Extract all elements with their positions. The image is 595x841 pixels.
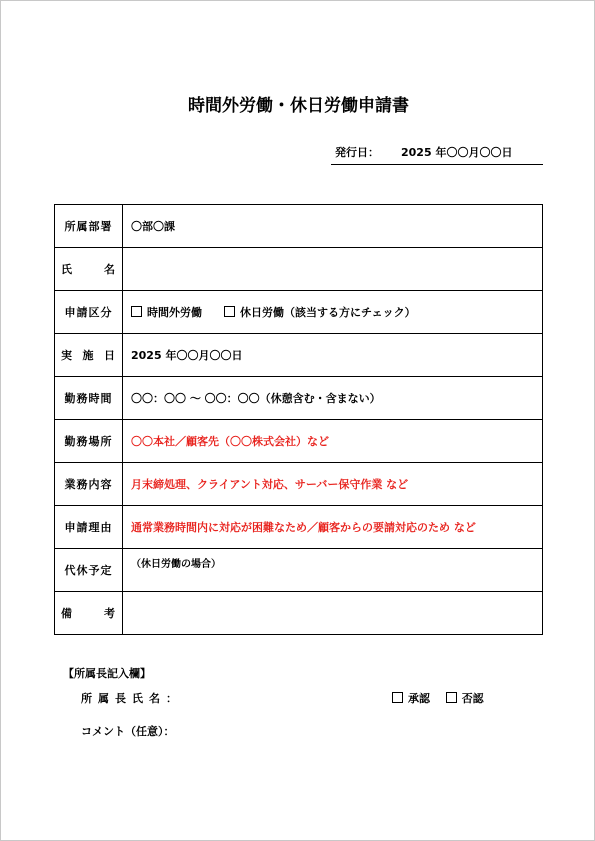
- supervisor-name-row[interactable]: [81, 690, 177, 706]
- category-field: [123, 291, 543, 334]
- overtime-option-label: 時間外労働: [147, 306, 202, 319]
- name-label-char-2: 名: [104, 263, 116, 276]
- work-field[interactable]: 月末締処理、クライアント対応、サーバー保守作業 など: [123, 463, 543, 506]
- remarks-field[interactable]: [123, 592, 543, 635]
- remarks-label-char-2: 考: [104, 607, 116, 620]
- row-name: [55, 248, 543, 291]
- row-date: [55, 334, 543, 377]
- date-label-char-3: 日: [104, 349, 116, 362]
- issue-date-row: [331, 142, 543, 165]
- date-label-char-2: 施: [82, 349, 95, 362]
- document-title: 時間外労働・休日労働申請書: [188, 96, 409, 116]
- department-field[interactable]: 〇部〇課: [123, 205, 543, 248]
- reason-label: 申請理由: [55, 506, 123, 549]
- name-label: [55, 248, 123, 291]
- hours-label: 勤務時間: [55, 377, 123, 420]
- name-label-char-1: 氏: [61, 263, 73, 276]
- row-remarks: [55, 592, 543, 635]
- location-field[interactable]: 〇〇本社／顧客先（〇〇株式会社）など: [123, 420, 543, 463]
- date-label: [55, 334, 123, 377]
- row-department: [55, 205, 543, 248]
- hours-field[interactable]: 〇〇：〇〇 ～ 〇〇：〇〇（休憩含む・含まない）: [123, 377, 543, 420]
- substitute-label: 代休予定: [55, 549, 123, 592]
- location-label: 勤務場所: [55, 420, 123, 463]
- substitute-note: （休日労働の場合）: [131, 558, 221, 570]
- remarks-label: [55, 592, 123, 635]
- issue-date-value[interactable]: 2025 年〇〇月〇〇日: [401, 146, 513, 159]
- supervisor-section-title: 【所属長記入欄】: [63, 667, 151, 680]
- application-table: [54, 204, 543, 635]
- row-location: [55, 420, 543, 463]
- approve-label: 承認: [408, 692, 430, 705]
- approval-options: [392, 690, 484, 706]
- reject-label: 否認: [461, 692, 484, 705]
- name-field[interactable]: [123, 248, 543, 291]
- row-substitute: [55, 549, 543, 592]
- row-work: [55, 463, 543, 506]
- department-label: 所属部署: [55, 205, 123, 248]
- approve-checkbox[interactable]: [392, 692, 403, 703]
- substitute-field[interactable]: [123, 549, 543, 592]
- row-hours: [55, 377, 543, 420]
- supervisor-name-colon: ：: [166, 692, 177, 705]
- overtime-checkbox[interactable]: [131, 306, 142, 317]
- date-label-char-1: 実: [61, 349, 73, 362]
- supervisor-name-label: 所属長氏名: [81, 692, 166, 705]
- work-label: 業務内容: [55, 463, 123, 506]
- comment-label[interactable]: コメント（任意）：: [81, 725, 175, 738]
- row-reason: [55, 506, 543, 549]
- category-label: 申請区分: [55, 291, 123, 334]
- remarks-label-char-1: 備: [61, 607, 73, 620]
- row-category: [55, 291, 543, 334]
- issue-date-label: 発行日：: [335, 146, 379, 159]
- holiday-option-label: 休日労働（該当する方にチェック）: [240, 306, 416, 319]
- reject-checkbox[interactable]: [446, 692, 457, 703]
- holiday-checkbox[interactable]: [224, 306, 235, 317]
- reason-field[interactable]: 通常業務時間内に対応が困難なため／顧客からの要請対応のため など: [123, 506, 543, 549]
- date-field[interactable]: 2025 年〇〇月〇〇日: [123, 334, 543, 377]
